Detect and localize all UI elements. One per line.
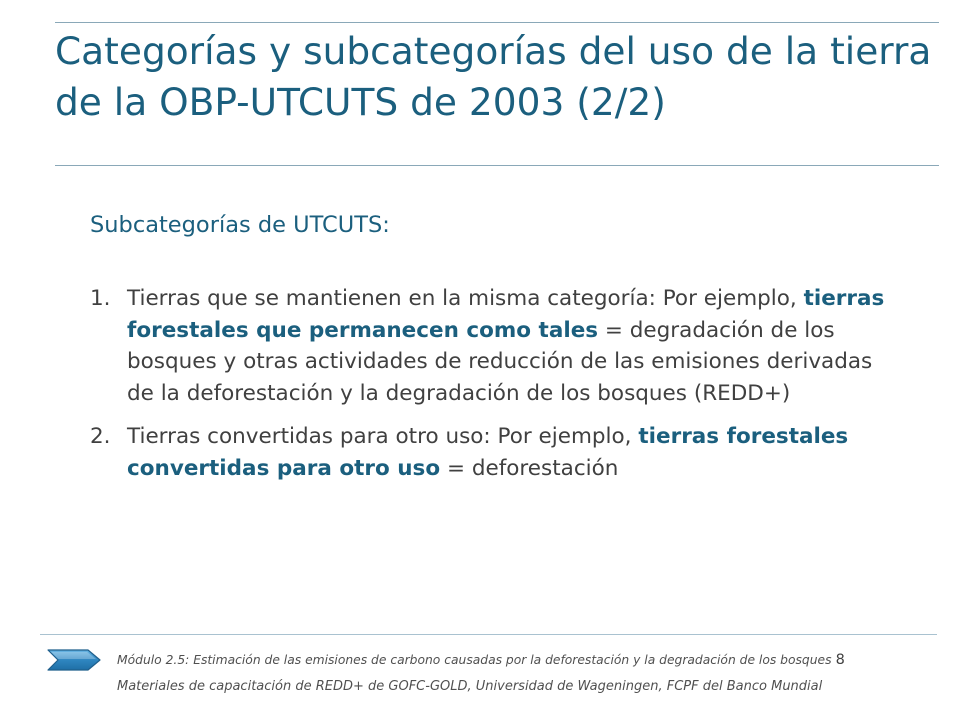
footer-module-text: Módulo 2.5: Estimación de las emisiones de carbono causadas por la deforestación y la degradación de los bosques: [117, 653, 832, 667]
list-item-definition: = degradación de los bosques y otras actividades de reducción de las emisiones derivadas de la deforestación y la degradación de los bosques (REDD+): [127, 317, 873, 406]
list-item: [90, 421, 890, 484]
list-item-number: 2.: [90, 424, 111, 449]
page-number: 8: [835, 652, 845, 668]
subcategory-list: [90, 283, 890, 496]
title-divider: [55, 165, 939, 166]
list-item-number: 1.: [90, 286, 111, 311]
list-item-definition: = deforestación: [440, 455, 619, 481]
footer-divider: [40, 634, 937, 635]
footer-module: [117, 651, 928, 670]
list-item-intro: Tierras convertidas para otro uso: Por ejemplo,: [127, 424, 639, 449]
list-item-emphasis: tierras forestales que permanecen como tales: [127, 286, 885, 343]
top-divider: [55, 22, 939, 23]
slide-title: Categorías y subcategorías del uso de la tierra de la OBP-UTCUTS de 2003 (2/2): [55, 29, 932, 124]
list-item: [90, 283, 890, 409]
list-item-text: [127, 286, 884, 406]
list-item-emphasis: tierras forestales convertidas para otro uso: [127, 424, 849, 481]
slide-subtitle: Subcategorías de UTCUTS:: [90, 212, 390, 238]
list-item-intro: Tierras que se mantienen en la misma categoría: Por ejemplo,: [127, 286, 804, 311]
list-item-text: [127, 424, 848, 481]
chevron-arrow-icon: [46, 647, 102, 673]
footer-credits: Materiales de capacitación de REDD+ de GOFC-GOLD, Universidad de Wageningen, FCPF del Banco Mundial: [117, 679, 823, 694]
